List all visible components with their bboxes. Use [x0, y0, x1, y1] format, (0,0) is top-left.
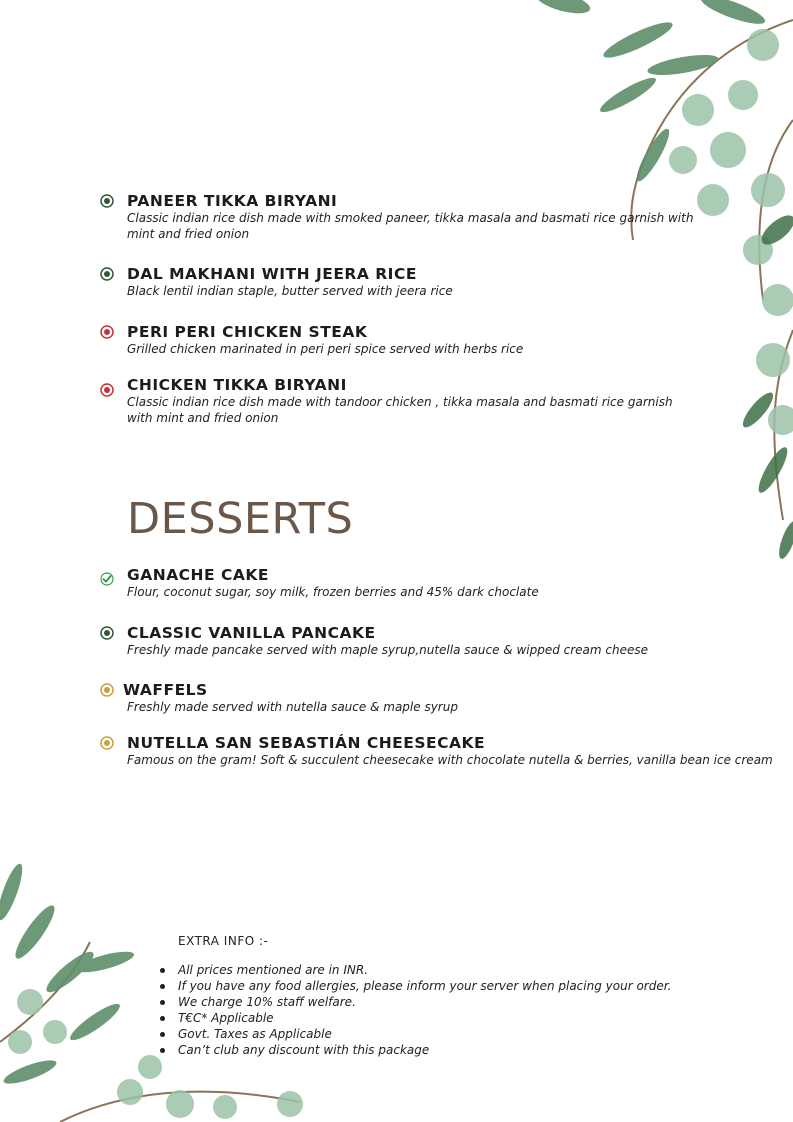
menu-item-description: Classic indian rice dish made with smoked paneer, tikka masala and basmati rice garnish with mint and fried onion: [127, 211, 694, 241]
egg-icon: [100, 683, 114, 697]
veg-icon: [100, 267, 114, 281]
bullet-icon: [160, 968, 165, 973]
menu-item-description: Freshly made pancake served with maple syrup,nutella sauce & wipped cream cheese: [127, 643, 649, 657]
bullet-icon: [160, 1048, 165, 1053]
menu-item-name: CLASSIC VANILLA PANCAKE: [127, 624, 376, 642]
non-veg-icon: [100, 383, 114, 397]
menu-item-name: PERI PERI CHICKEN STEAK: [127, 323, 368, 341]
menu-item-name: DAL MAKHANI WITH JEERA RICE: [127, 265, 417, 283]
bullet-icon: [160, 1032, 165, 1037]
veg-icon: [100, 626, 114, 640]
list-item: All prices mentioned are in INR.: [160, 962, 671, 978]
menu-item-name: PANEER TIKKA BIRYANI: [127, 192, 338, 210]
menu-item-name: WAFFELS: [123, 681, 208, 699]
list-item: If you have any food allergies, please inform your server when placing your order.: [160, 978, 671, 994]
veg-icon: [100, 194, 114, 208]
non-veg-icon: [100, 325, 114, 339]
eucalyptus-leaves-top-right: [533, 0, 793, 560]
egg-icon: [100, 736, 114, 750]
bullet-icon: [160, 1016, 165, 1021]
bullet-icon: [160, 984, 165, 989]
list-item: We charge 10% staff welfare.: [160, 994, 671, 1010]
menu-item-description: Famous on the gram! Soft & succulent cheesecake with chocolate nutella & berries, vanilla bean ice cream: [127, 753, 773, 767]
extra-info-list: [160, 962, 671, 1058]
menu-item-description: Grilled chicken marinated in peri peri spice served with herbs rice: [127, 342, 524, 356]
section-title-desserts: DESSERTS: [127, 494, 354, 544]
menu-item-description: Black lentil indian staple, butter served with jeera rice: [127, 284, 453, 298]
menu-item-name: CHICKEN TIKKA BIRYANI: [127, 376, 347, 394]
menu-item-name: GANACHE CAKE: [127, 566, 269, 584]
menu-item-description: Freshly made served with nutella sauce & maple syrup: [127, 700, 458, 714]
menu-item-description: Flour, coconut sugar, soy milk, frozen berries and 45% dark choclate: [127, 585, 539, 599]
extra-info-title: EXTRA INFO :-: [178, 934, 269, 948]
vegan-check-icon: [100, 572, 114, 586]
menu-item-name: NUTELLA SAN SEBASTIÁN CHEESECAKE: [127, 734, 486, 752]
list-item: Can’t club any discount with this package: [160, 1042, 671, 1058]
bullet-icon: [160, 1000, 165, 1005]
list-item: T€C* Applicable: [160, 1010, 671, 1026]
menu-item-description: Classic indian rice dish made with tandoor chicken , tikka masala and basmati rice garnish with mint and fried onion: [127, 395, 673, 425]
list-item: Govt. Taxes as Applicable: [160, 1026, 671, 1042]
